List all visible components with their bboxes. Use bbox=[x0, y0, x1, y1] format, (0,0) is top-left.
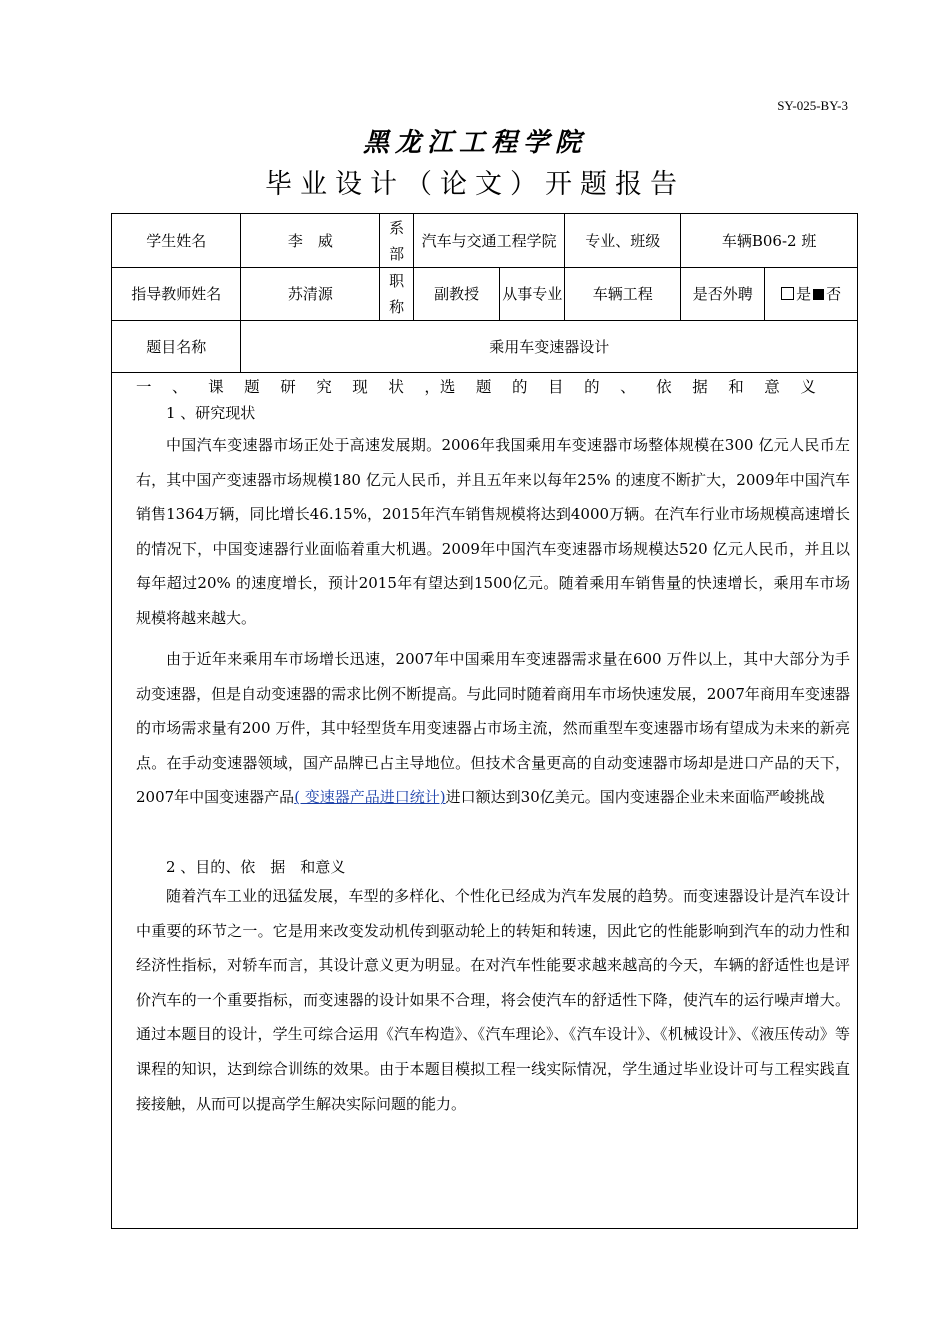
section-heading-char: 、 bbox=[172, 378, 188, 396]
section-heading-char: 题 bbox=[244, 378, 260, 396]
dept-value: 汽车与交通工程学院 bbox=[413, 214, 564, 268]
section-heading bbox=[136, 375, 816, 397]
advisor-label: 指导教师姓名 bbox=[112, 268, 241, 321]
subheading-research-status: 1 、研究现状 bbox=[166, 404, 256, 422]
topic-label: 题目名称 bbox=[112, 321, 241, 373]
section-heading-char: 、 bbox=[620, 378, 636, 396]
section-heading-char: 义 bbox=[800, 378, 816, 396]
title-label: 职称 bbox=[380, 268, 414, 321]
major-class-label: 专业、班级 bbox=[565, 214, 681, 268]
external-label: 是否外聘 bbox=[681, 268, 765, 321]
section-heading-char: 研 bbox=[280, 378, 296, 396]
topic-value: 乘用车变速器设计 bbox=[241, 321, 858, 373]
checkbox-empty-icon bbox=[781, 287, 794, 300]
subheading-purpose: 2 、目的、依 据 和意义 bbox=[166, 858, 346, 876]
external-yes: 是 bbox=[796, 285, 812, 303]
paragraph-purpose: 随着汽车工业的迅猛发展，车型的多样化、个性化已经成为汽车发展的趋势。而变速器设计是汽车设计中重要的环节之一。它是用来改变发动机传到驱动轮上的转矩和转速，因此它的性能影响到汽车的动力性和经济性指标，对轿车而言，其设计意义更为明显。在对汽车性能要求越来越高的今天，车辆的舒适性也是评价汽车的一个重要指标，而变速器的设计如果不合理，将会使汽车的舒适性下降，使汽车的运行噪声增大。通过本题目的设计，学生可综合运用《汽车构造》、《汽车理论》、《汽车设计》、《机械设计》、《液压传动》等课程的知识，达到综合训练的效果。由于本题目模拟工程一线实际情况，学生通过毕业设计可与工程实践直接接触，从而可以提高学生解决实际问题的能力。 bbox=[136, 887, 850, 1113]
paragraph-demand bbox=[136, 642, 850, 815]
report-title: 毕业设计（论文）开题报告 bbox=[265, 169, 685, 200]
info-table bbox=[111, 213, 858, 373]
document-number: SY-025-BY-3 bbox=[777, 98, 848, 113]
school-name-calligraphy: 黑龙江工程学院 bbox=[362, 128, 587, 158]
title-value: 副教授 bbox=[413, 268, 499, 321]
section-heading-char: 据 bbox=[692, 378, 708, 396]
major-class-value: 车辆B06-2 班 bbox=[681, 214, 858, 268]
section-heading-char: 的 bbox=[584, 378, 600, 396]
external-no: 否 bbox=[826, 285, 842, 303]
section-heading-char: 的 bbox=[511, 378, 528, 396]
external-choice bbox=[765, 268, 858, 321]
section-heading-char: 题 bbox=[475, 378, 492, 396]
section-heading-char: 课 bbox=[208, 378, 224, 396]
section-heading-char: 现 bbox=[352, 378, 368, 396]
section-heading-char: 一 bbox=[136, 378, 152, 396]
field-value: 车辆工程 bbox=[565, 268, 681, 321]
section-heading-char: 意 bbox=[764, 378, 780, 396]
section-heading-char: 和 bbox=[728, 378, 744, 396]
section-heading-char: 状 bbox=[388, 378, 404, 396]
paragraph-market-status: 中国汽车变速器市场正处于高速发展期。2006年我国乘用车变速器市场整体规模在300 亿元人民币左右，其中国产变速器市场规模180 亿元人民币，并且五年来以每年25% 的速度不断扩大，2009年中国汽车销售1364万辆，同比增长46.15%，2015年汽车销售规模将达到4000万辆。在汽车行业市场规模高速增长的情况下，中国变速器行业面临着重大机遇。2009年中国汽车变速器市场规模达520 亿元人民币，并且以每年超过20% 的速度增长，预计2015年有望达到1500亿元。随着乘用车销售量的快速增长，乘用车市场规模将越来越大。 bbox=[136, 436, 850, 627]
section-heading-char: 目 bbox=[548, 378, 564, 396]
checkbox-filled-icon bbox=[813, 289, 824, 300]
section-heading-char: 依 bbox=[656, 378, 672, 396]
section-heading-char: 究 bbox=[316, 378, 332, 396]
content-box bbox=[111, 372, 858, 1229]
section-heading-char: ，选 bbox=[424, 378, 456, 396]
student-name-value: 李 威 bbox=[241, 214, 380, 268]
advisor-value: 苏清源 bbox=[241, 268, 380, 321]
paragraph-demand-tail: 进口额达到30亿美元。国内变速器企业未来面临严峻挑战 bbox=[445, 788, 825, 807]
dept-label: 系部 bbox=[380, 214, 414, 268]
import-statistics-link[interactable]: ( 变速器产品进口统计) bbox=[294, 788, 446, 807]
field-label: 从事专业 bbox=[500, 268, 565, 321]
student-name-label: 学生姓名 bbox=[112, 214, 241, 268]
paragraph-demand-text: 由于近年来乘用车市场增长迅速，2007年中国乘用车变速器需求量在600 万件以上，其中大部分为手动变速器，但是自动变速器的需求比例不断提高。与此同时随着商用车市场快速发展，2007年商用车变速器的市场需求量有200 万件，其中轻型货车用变速器占市场主流，然而重型车变速器市场有望成为未来的新亮点。在手动变速器领域，国产品牌已占主导地位。但技术含量更高的自动变速器市场却是进口产品的天下，2007年中国变速器产品 bbox=[136, 650, 850, 807]
